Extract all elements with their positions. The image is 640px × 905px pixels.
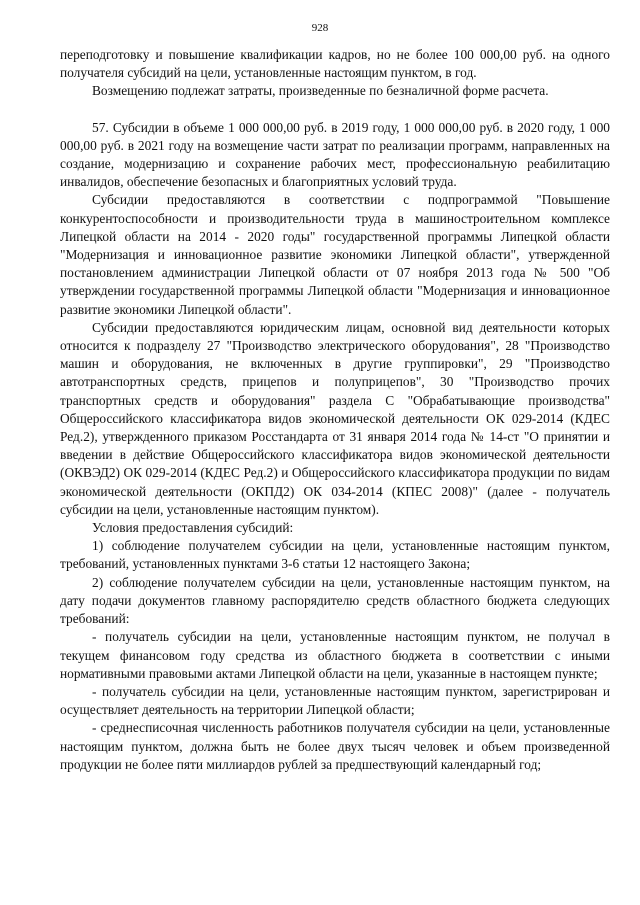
paragraph: Условия предоставления субсидий:: [92, 520, 294, 536]
paragraph: 1) соблюдение получателем субсидии на цели, установленные настоящим пунктом, требований, установленных пунктами 3-6 статьи 12 настоящего Закона;: [60, 538, 610, 572]
paragraph: Возмещению подлежат затраты, произведенные по безналичной форме расчета.: [92, 83, 549, 99]
paragraph: Субсидии предоставляются в соответствии с подпрограммой "Повышение конкурентоспособности и производительности труда в машиностроительном комплексе Липецкой области на 2014 - 2020 годы" государственной программы Липецкой области "Модернизация и инновационное развитие экономики Липецкой области", утвержденной постановлением администрации Липецкой области от 07 ноября 2013 года № 500 "Об утверждении государственной программы Липецкой области "Модернизация и инновационное развитие экономики Липецкой области".: [60, 192, 610, 317]
paragraph: - получатель субсидии на цели, установленные настоящим пунктом, не получал в текущем финансовом году средства из областного бюджета в соответствии с иными нормативными правовыми актами Липецкой области на цели, указанные в настоящем пункте;: [60, 629, 610, 681]
paragraph: - получатель субсидии на цели, установленные настоящим пунктом, зарегистрирован и осуществляет деятельность на территории Липецкой области;: [60, 683, 610, 718]
page-number: 928: [311, 22, 329, 34]
document-body: [60, 46, 610, 774]
paragraph: переподготовку и повышение квалификации кадров, но не более 100 000,00 руб. на одного получателя субсидий на цели, установленные настоящим пунктом, в год.: [60, 47, 610, 81]
paragraph: 2) соблюдение получателем субсидии на цели, установленные настоящим пунктом, на дату подачи документов главному распорядителю средств областного бюджета следующих требований:: [60, 574, 610, 627]
paragraph: 57. Субсидии в объеме 1 000 000,00 руб. в 2019 году, 1 000 000,00 руб. в 2020 году, 1 000 000,00 руб. в 2021 году на возмещение части затрат по реализации программ, направленных на создание, модернизацию и сохранение рабочих мест, профессиональную реабилитацию инвалидов, обеспечение безопасных и благоприятных условий труда.: [60, 119, 610, 190]
paragraph: - среднесписочная численность работников получателя субсидии на цели, установленные настоящим пунктом, должна быть не более двух тысяч человек и объем произведенной продукции не более пяти миллиардов рублей за предшествующий календарный год;: [60, 720, 610, 772]
paragraph: Субсидии предоставляются юридическим лицам, основной вид деятельности которых относится к подразделу 27 "Производство электрического оборудования", 28 "Производство машин и оборудования, не включенных в другие группировки", 29 "Производство автотранспортных средств, прицепов и полуприцепов", 30 "Производство прочих транспортных средств и оборудования" раздела С "Обрабатывающие производства" Общероссийского классификатора видов экономической деятельности ОК 029-2014 (КДЕС Ред.2), утвержденного приказом Росстандарта от 31 января 2014 года № 14-ст "О принятии и введении в действие Общероссийского классификатора видов экономической деятельности (ОКВЭД2) ОК 029-2014 (КДЕС Ред.2) и Общероссийского классификатора продукции по видам экономической деятельности (ОКПД2) ОК 034-2014 (КПЕС 2008)" (далее - получатель субсидии на цели, установленные настоящим пунктом).: [60, 319, 610, 517]
